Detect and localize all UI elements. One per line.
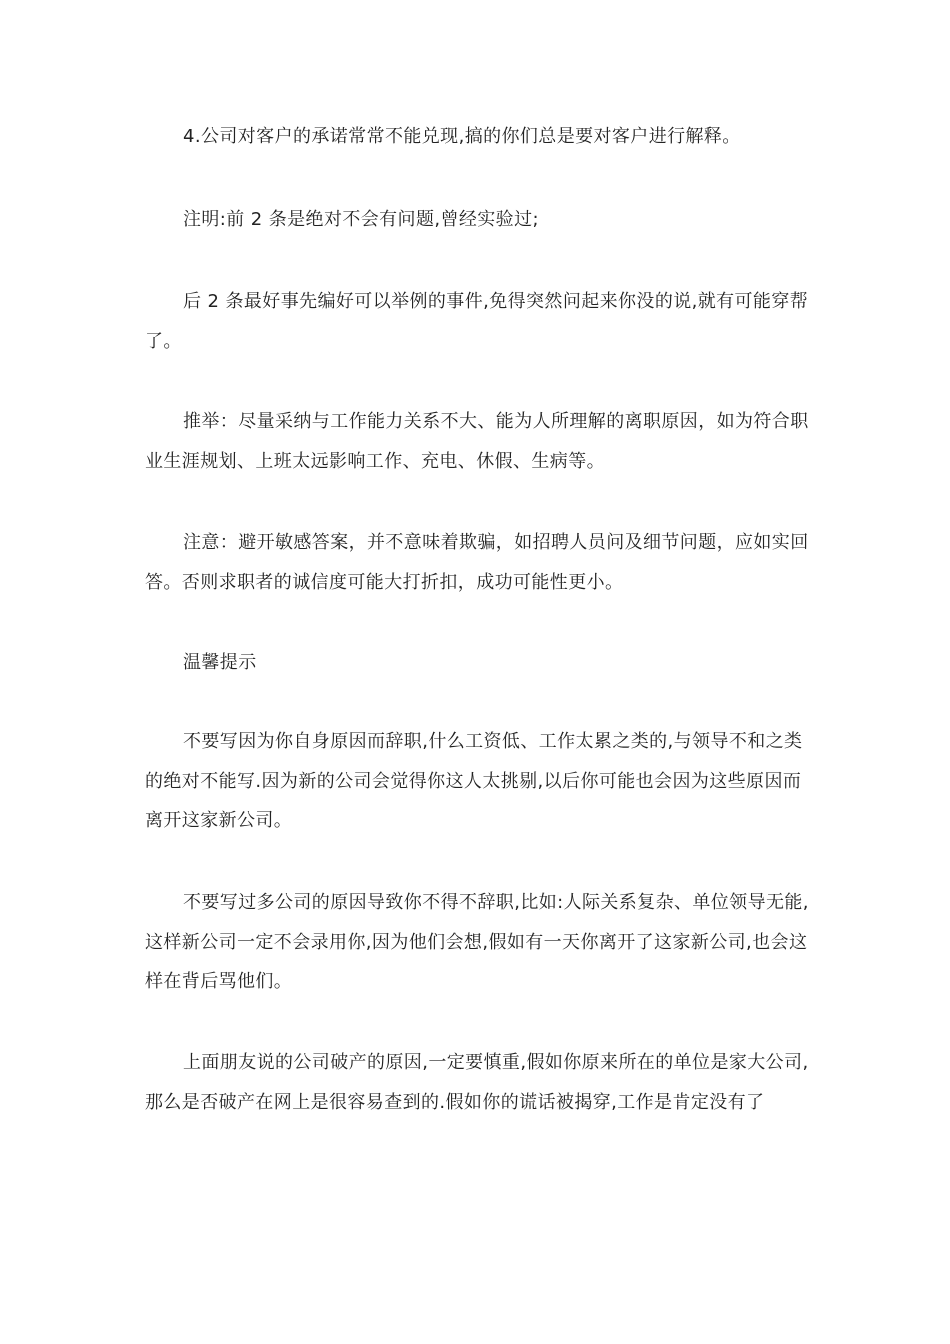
paragraph-tip-company-reasons: 不要写过多公司的原因导致你不得不辞职,比如:人际关系复杂、单位领导无能,这样新公司一定不会录用你,因为他们会想,假如有一天你离开了这家新公司,也会这样在背后骂他们。 bbox=[145, 892, 809, 992]
paragraph-customer-promises: 4.公司对客户的承诺常常不能兑现,搞的你们总是要对客户进行解释。 bbox=[183, 126, 741, 147]
paragraph-note-last-two: 后 2 条最好事先编好可以举例的事件,免得突然问起来你没的说,就有可能穿帮了。 bbox=[145, 291, 809, 352]
paragraph-recommendation: 推举：尽量采纳与工作能力关系不大、能为人所理解的离职原因，如为符合职业生涯规划、上班太远影响工作、充电、休假、生病等。 bbox=[145, 411, 809, 472]
paragraph-tip-personal-reasons: 不要写因为你自身原因而辞职,什么工资低、工作太累之类的,与领导不和之类的绝对不能写.因为新的公司会觉得你这人太挑剔,以后你可能也会因为这些原因而离开这家新公司。 bbox=[145, 731, 803, 831]
paragraph-tip-bankruptcy: 上面朋友说的公司破产的原因,一定要慎重,假如你原来所在的单位是家大公司,那么是否破产在网上是很容易查到的.假如你的谎话被揭穿,工作是肯定没有了 bbox=[145, 1052, 809, 1113]
section-heading-tips: 温馨提示 bbox=[183, 652, 257, 673]
paragraph-attention: 注意：避开敏感答案，并不意味着欺骗，如招聘人员问及细节问题，应如实回答。否则求职者的诚信度可能大打折扣，成功可能性更小。 bbox=[145, 532, 809, 593]
paragraph-note-first-two: 注明:前 2 条是绝对不会有问题,曾经实验过; bbox=[183, 209, 539, 230]
